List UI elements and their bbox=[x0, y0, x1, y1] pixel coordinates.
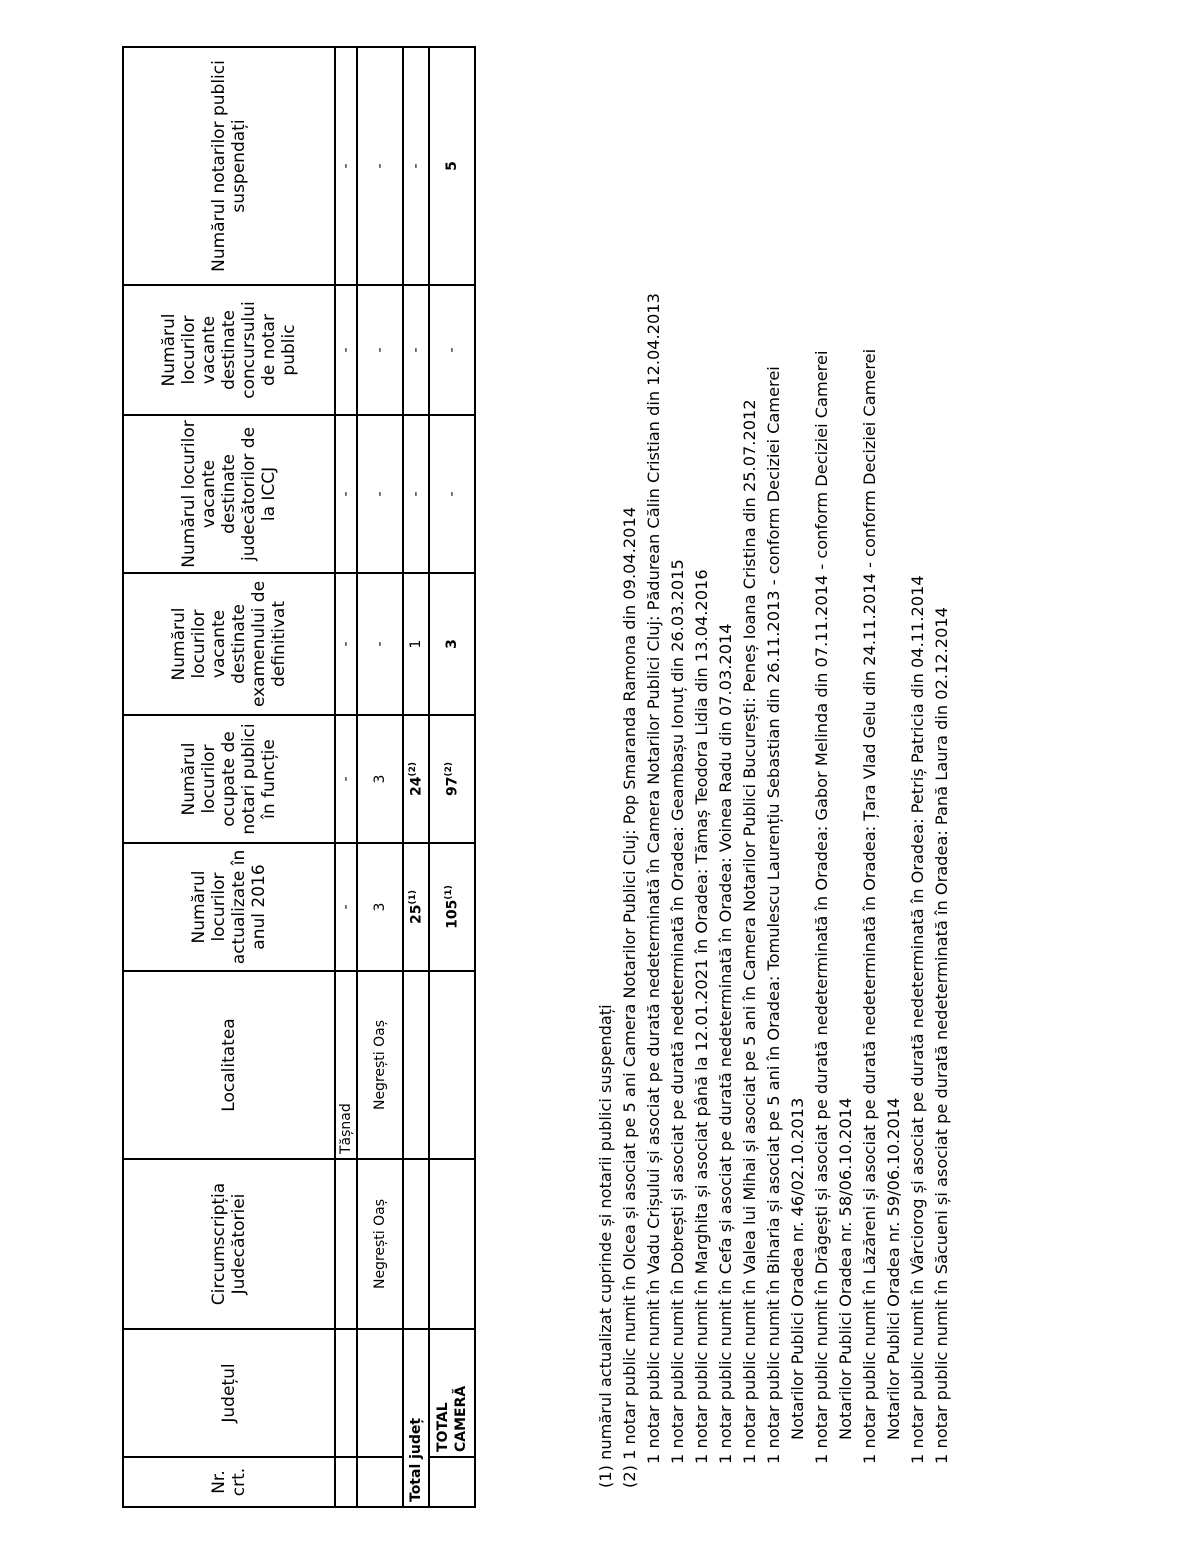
cell-definitivat: - bbox=[357, 573, 403, 715]
cell-suspendati: - bbox=[335, 47, 357, 285]
cell-suspendati: - bbox=[403, 47, 429, 285]
cell-ocupate bbox=[403, 715, 429, 843]
cell-ocupate: 3 bbox=[357, 715, 403, 843]
footnote-ref: (2) bbox=[407, 762, 418, 777]
footnotes bbox=[594, 48, 954, 1488]
footnote-line: 1 notar public numit în Săcueni și asociat pe durată nedeterminată în Oradea: Pană Laura din 02.12.2014 bbox=[932, 607, 951, 1464]
footnote-ref: (2) bbox=[443, 762, 454, 777]
cell-concurs: - bbox=[403, 285, 429, 415]
cell-definitivat: - bbox=[335, 573, 357, 715]
cell-actualizate: - bbox=[335, 843, 357, 971]
footnote-ref: (1) bbox=[407, 890, 418, 905]
cell-judet bbox=[357, 1329, 403, 1457]
cell-circumscriptia bbox=[335, 1159, 357, 1329]
cell-nr bbox=[429, 1457, 475, 1507]
footnote-line: 1 notar public numit în Lăzăreni și asociat pe durată nedeterminată în Oradea: Țara Vlad Gelu din 24.11.2014 - conform Deciziei Camerei bbox=[860, 348, 879, 1464]
value: 24 bbox=[408, 776, 425, 796]
cell-suspendati: 5 bbox=[429, 47, 475, 285]
cell-suspendati: - bbox=[357, 47, 403, 285]
footnote-line: Notarilor Publici Oradea nr. 59/06.10.2014 bbox=[884, 1097, 903, 1440]
cell-localitatea bbox=[429, 971, 475, 1159]
cell-localitatea: Tășnad bbox=[335, 971, 357, 1159]
cell-circumscriptia bbox=[403, 1159, 429, 1329]
value: 25 bbox=[408, 904, 425, 924]
cell-judet bbox=[335, 1329, 357, 1457]
cell-iccj: - bbox=[429, 415, 475, 573]
header-row bbox=[123, 47, 335, 1507]
total-camera-label: TOTAL CAMERĂ bbox=[429, 1329, 475, 1457]
table-row bbox=[357, 47, 403, 1507]
cell-nr bbox=[357, 1457, 403, 1507]
cell-ocupate bbox=[429, 715, 475, 843]
total-judet-label: Total județ bbox=[403, 1329, 429, 1507]
cell-concurs: - bbox=[357, 285, 403, 415]
cell-nr bbox=[335, 1457, 357, 1507]
footnote-line: 1 notar public numit în Cefa și asociat pe durată nedeterminată în Oradea: Voinea Radu din 07.03.2014 bbox=[716, 623, 735, 1464]
cell-circumscriptia: Negrești Oaș bbox=[357, 1159, 403, 1329]
footnote-line: 1 notar public numit în Drăgești și asociat pe durată nedeterminată în Oradea: Gabor Melinda din 07.11.2014 - conform Deciziei Camerei bbox=[812, 350, 831, 1464]
cell-definitivat: 3 bbox=[429, 573, 475, 715]
footnote-line: 1 notar public numit în Vârciorog și asociat pe durată nedeterminată în Oradea: Petriș Patricia din 04.11.2014 bbox=[908, 575, 927, 1464]
cell-actualizate bbox=[403, 843, 429, 971]
header-iccj: Numărul locurilor vacante destinate judecătorilor de la ICCJ bbox=[123, 415, 335, 573]
header-actualizate: Numărul locurilor actualizate în anul 2016 bbox=[123, 843, 335, 971]
cell-actualizate: 3 bbox=[357, 843, 403, 971]
footnote-line: 1 notar public numit în Marghita și asociat până la 12.01.2021 în Oradea: Tămaș Teodora Lidia din 13.04.2016 bbox=[692, 569, 711, 1464]
cell-iccj: - bbox=[335, 415, 357, 573]
cell-circumscriptia bbox=[429, 1159, 475, 1329]
footnote-line: 1 notar public numit în Valea lui Mihai și asociat pe 5 ani în Camera Notarilor Publici București: Peneș Ioana Cristina din 25.07.2012 bbox=[740, 399, 759, 1464]
footnote-2: (2) 1 notar public numit în Olcea și asociat pe 5 ani Camera Notarilor Publici Cluj: Pop Smaranda Ramona din 09.04.2014 bbox=[620, 506, 639, 1488]
cell-ocupate: - bbox=[335, 715, 357, 843]
total-camera-row bbox=[429, 47, 475, 1507]
footnote-line: 1 notar public numit în Biharia și asociat pe 5 ani în Oradea: Tomulescu Laurențiu Sebastian din 26.11.2013 - conform Deciziei Camerei bbox=[764, 366, 783, 1464]
footnote-ref: (1) bbox=[443, 885, 454, 900]
footnote-line: Notarilor Publici Oradea nr. 46/02.10.2013 bbox=[788, 1097, 807, 1440]
header-ocupate: Numărul locurilor ocupate de notari publici în funcție bbox=[123, 715, 335, 843]
footnote-1: (1) numărul actualizat cuprinde și notarii publici suspendați bbox=[596, 1004, 615, 1488]
notari-table bbox=[122, 46, 476, 1508]
cell-actualizate bbox=[429, 843, 475, 971]
header-definitivat: Numărul locurilor vacante destinate examenului de definitivat bbox=[123, 573, 335, 715]
cell-concurs: - bbox=[335, 285, 357, 415]
header-localitatea: Localitatea bbox=[123, 971, 335, 1159]
footnote-line: Notarilor Publici Oradea nr. 58/06.10.2014 bbox=[836, 1097, 855, 1440]
rotated-page bbox=[122, 38, 951, 1508]
header-judet: Județul bbox=[123, 1329, 335, 1457]
footnote-line: 1 notar public numit în Dobrești și asociat pe durată nedeterminată în Oradea: Geambașu Ionuț din 26.03.2015 bbox=[668, 559, 687, 1464]
cell-iccj: - bbox=[357, 415, 403, 573]
cell-localitatea: Negrești Oaș bbox=[357, 971, 403, 1159]
cell-concurs: - bbox=[429, 285, 475, 415]
header-suspendati: Numărul notarilor publici suspendați bbox=[123, 47, 335, 285]
header-concurs: Numărul locurilor vacante destinate concursului de notar public bbox=[123, 285, 335, 415]
table-row bbox=[335, 47, 357, 1507]
total-judet-row bbox=[403, 47, 429, 1507]
cell-iccj: - bbox=[403, 415, 429, 573]
value: 97 bbox=[444, 776, 461, 796]
value: 105 bbox=[444, 899, 461, 929]
footnote-line: 1 notar public numit în Vadu Crișului și asociat pe durată nedeterminată în Camera Notarilor Publici Cluj: Pădurean Călin Cristian din 12.04.2013 bbox=[644, 293, 663, 1464]
cell-localitatea bbox=[403, 971, 429, 1159]
header-nr: Nr. crt. bbox=[123, 1457, 335, 1507]
cell-definitivat: 1 bbox=[403, 573, 429, 715]
header-circumscriptia: Circumscripția Judecătoriei bbox=[123, 1159, 335, 1329]
